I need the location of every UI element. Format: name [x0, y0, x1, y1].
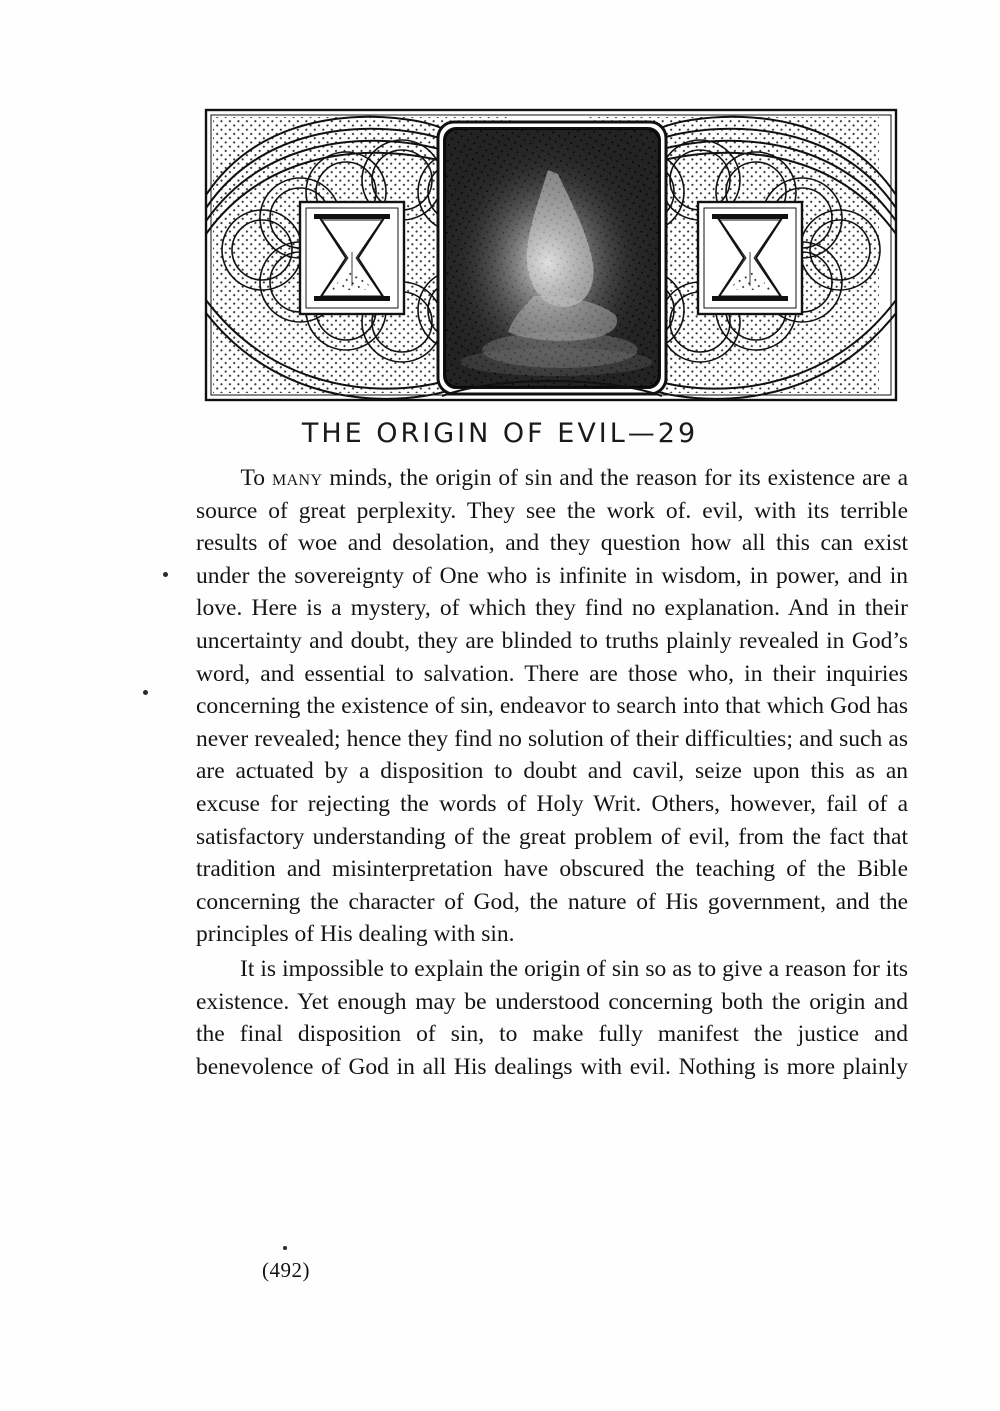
paragraph-1	[196, 462, 908, 951]
body-text-column	[196, 462, 908, 1083]
scan-speck	[163, 572, 168, 577]
decorative-headpiece-illustration	[196, 100, 906, 410]
paragraph-1-smallcaps: many	[271, 465, 323, 491]
paragraph-2-text: It is impossible to explain the origin of sin so as to give a reason for its existence. Yet enough may be understood concerning both the origin and the final disposition of sin, to make fully manifest the justice and benevolence of God in all His dealings with evil. Nothing is more plainly	[196, 955, 908, 1080]
paragraph-2	[196, 953, 908, 1083]
page-number: (492)	[262, 1258, 310, 1282]
scan-speck	[143, 690, 148, 695]
central-vignette	[438, 122, 666, 394]
scan-speck	[283, 1246, 287, 1250]
chapter-title: THE ORIGIN OF EVIL—29	[301, 418, 699, 449]
hourglass-left	[300, 202, 404, 314]
hourglass-right	[698, 202, 802, 314]
paragraph-1-lead: To	[240, 465, 272, 491]
paragraph-1-text: minds, the origin of sin and the reason for its existence are a source of great perplexity. They see the work of. evil, with its terrible results of woe and desolation, and they question how all this can exist under the sovereignty of One who is infinite in wisdom, in power, and in love. Here is a mystery, of which they find no explanation. And in their uncertainty and doubt, they are blinded to truths plainly revealed in God’s word, and essential to salvation. There are those who, in their inquiries concerning the existence of sin, endeavor to search into that which God has never revealed; hence they find no solution of their difficulties; and such as are actuated by a disposition to doubt and cavil, seize upon this as an excuse for rejecting the words of Holy Writ. Others, however, fail of a satisfactory understanding of the great problem of evil, from the fact that tradition and misinterpretation have obscured the teaching of the Bible concerning the character of God, the nature of His government, and the principles of His dealing with sin.	[196, 465, 909, 948]
